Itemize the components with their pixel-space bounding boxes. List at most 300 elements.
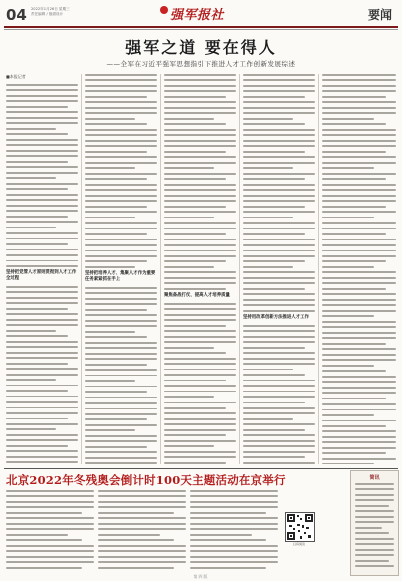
text-line: [322, 321, 396, 323]
text-line: [190, 506, 278, 508]
text-line: [6, 297, 78, 299]
text-line: [355, 505, 389, 507]
text-line: [243, 184, 315, 186]
paragraph-block: [98, 490, 186, 570]
text-line: [6, 106, 68, 108]
text-line: [190, 501, 278, 503]
paragraph-block: [322, 74, 396, 464]
text-line: [322, 211, 396, 213]
text-line: [243, 418, 293, 420]
text-line: [243, 145, 315, 147]
text-line: [243, 412, 315, 414]
text-line: [6, 302, 78, 304]
text-line: [164, 74, 236, 76]
text-line: [164, 151, 226, 153]
text-line: [98, 490, 186, 492]
text-line: [164, 129, 236, 131]
text-line: [164, 134, 236, 136]
text-line: [243, 156, 315, 158]
text-line: [85, 129, 157, 131]
text-line: [6, 346, 78, 348]
text-line: [98, 545, 186, 547]
text-line: [355, 516, 394, 518]
column-divider: [239, 74, 240, 464]
paragraph-block: [6, 490, 94, 570]
text-line: [243, 330, 315, 332]
text-line: [85, 424, 157, 426]
text-line: [243, 260, 305, 262]
text-line: [6, 456, 78, 458]
text-line: [243, 206, 305, 208]
text-line: [243, 456, 305, 458]
text-line: [243, 107, 315, 109]
text-line: [322, 387, 396, 389]
text-line: [6, 374, 78, 376]
text-line: [322, 326, 396, 328]
paragraph-block: [243, 74, 315, 312]
text-line: [6, 545, 94, 547]
text-line: [164, 118, 214, 120]
text-line: [322, 90, 396, 92]
text-line: [322, 354, 396, 356]
text-line: [164, 412, 236, 414]
text-line: [6, 139, 78, 141]
article-subheading: 坚持把培养人才、集聚人才作为重要任务紧紧抓在手上: [85, 270, 156, 282]
text-line: [322, 293, 396, 295]
text-line: [85, 408, 157, 410]
text-line: [322, 266, 374, 268]
text-line: [243, 178, 305, 180]
text-line: [85, 260, 147, 262]
text-line: [6, 227, 56, 229]
text-line: [85, 167, 135, 169]
text-line: [243, 151, 305, 153]
text-line: [322, 409, 396, 411]
text-line: [164, 195, 236, 197]
text-line: [6, 341, 78, 343]
text-line: [6, 122, 78, 124]
text-line: [322, 167, 374, 169]
text-line: [6, 238, 78, 240]
text-line: [85, 440, 157, 442]
text-line: [6, 450, 78, 452]
paragraph-block: [85, 287, 157, 464]
text-line: [355, 554, 394, 556]
paragraph-block: [164, 303, 236, 464]
text-line: [85, 375, 157, 377]
text-line: [164, 407, 226, 409]
paragraph-block: [355, 483, 394, 571]
brief-box-text: [355, 483, 394, 571]
text-line: [322, 332, 396, 334]
text-line: [243, 211, 315, 213]
text-line: [164, 101, 236, 103]
text-line: [85, 250, 157, 252]
text-line: [98, 534, 160, 536]
text-line: [243, 85, 315, 87]
text-line: [322, 123, 386, 125]
text-line: [164, 402, 236, 404]
text-line: [6, 199, 78, 201]
text-line: [164, 440, 236, 442]
text-line: [243, 423, 315, 425]
text-line: [322, 74, 396, 76]
brief-box-title: 简讯: [369, 475, 380, 481]
text-line: [355, 543, 394, 545]
text-line: [322, 118, 374, 120]
text-line: [6, 428, 56, 430]
text-line: [322, 452, 386, 454]
text-line: [164, 123, 226, 125]
text-line: [190, 567, 266, 569]
text-line: [85, 397, 157, 399]
text-line: [322, 217, 374, 219]
text-line: [164, 352, 226, 354]
text-line: [85, 314, 157, 316]
text-line: [243, 341, 315, 343]
bottom-column-3: [190, 490, 278, 570]
text-line: [190, 556, 278, 558]
text-line: [243, 239, 315, 241]
text-line: [164, 319, 236, 321]
text-line: [243, 374, 305, 376]
text-line: [190, 495, 278, 497]
text-line: [322, 436, 396, 438]
text-line: [322, 343, 386, 345]
text-line: [322, 392, 396, 394]
text-line: [243, 462, 315, 464]
text-line: [190, 539, 266, 541]
header-rule-thin: [4, 29, 398, 30]
text-line: [85, 386, 157, 388]
text-line: [322, 178, 386, 180]
text-line: [85, 364, 147, 366]
text-line: [190, 545, 278, 547]
text-line: [164, 423, 236, 425]
text-line: [6, 550, 94, 552]
text-line: [6, 412, 78, 414]
paragraph-block: [6, 286, 78, 464]
text-line: [6, 423, 78, 425]
text-line: [85, 107, 157, 109]
text-line: [355, 488, 394, 490]
text-line: [164, 445, 214, 447]
text-line: [190, 490, 278, 492]
text-line: [164, 385, 236, 387]
text-line: [243, 74, 315, 76]
text-line: [322, 189, 396, 191]
text-line: [85, 178, 147, 180]
text-line: [243, 255, 315, 257]
text-line: [6, 183, 78, 185]
text-line: [85, 195, 157, 197]
text-line: [6, 461, 78, 463]
text-line: [243, 222, 315, 224]
article-byline: ■本报记者: [6, 74, 26, 79]
text-line: [322, 156, 396, 158]
text-line: [243, 167, 293, 169]
text-line: [164, 206, 226, 208]
text-line: [164, 271, 236, 273]
text-line: [85, 134, 157, 136]
text-line: [98, 556, 186, 558]
text-line: [85, 79, 157, 81]
text-line: [355, 483, 394, 485]
text-line: [85, 347, 157, 349]
text-line: [164, 189, 236, 191]
text-line: [98, 517, 186, 519]
text-line: [322, 228, 396, 230]
text-line: [6, 111, 78, 113]
text-line: [6, 396, 78, 398]
text-line: [85, 391, 147, 393]
text-line: [322, 134, 396, 136]
text-line: [85, 123, 147, 125]
text-line: [6, 144, 78, 146]
text-line: [6, 172, 78, 174]
text-line: [322, 381, 396, 383]
text-line: [164, 288, 226, 290]
text-line: [6, 243, 68, 245]
text-line: [6, 335, 68, 337]
text-line: [6, 363, 68, 365]
text-line: [6, 308, 68, 310]
text-line: [355, 527, 382, 529]
text-line: [164, 156, 236, 158]
text-line: [85, 145, 157, 147]
text-line: [164, 200, 236, 202]
text-line: [164, 107, 236, 109]
text-line: [243, 282, 315, 284]
text-line: [322, 420, 396, 422]
text-line: [243, 325, 315, 327]
text-line: [243, 380, 315, 382]
text-line: [322, 370, 386, 372]
text-line: [164, 90, 236, 92]
text-line: [85, 292, 157, 294]
text-line: [6, 286, 78, 288]
text-line: [322, 288, 386, 290]
text-line: [355, 560, 389, 562]
text-line: [243, 134, 315, 136]
text-line: [6, 150, 78, 152]
text-line: [164, 396, 214, 398]
text-line: [85, 446, 147, 448]
text-line: [6, 385, 78, 387]
text-line: [243, 123, 305, 125]
text-line: [6, 89, 78, 91]
text-line: [243, 112, 315, 114]
text-line: [85, 309, 147, 311]
text-line: [355, 549, 394, 551]
text-line: [164, 145, 236, 147]
text-line: [6, 352, 78, 354]
text-line: [243, 293, 315, 295]
text-line: [85, 402, 157, 404]
text-line: [322, 145, 396, 147]
text-line: [164, 228, 236, 230]
text-line: [190, 550, 278, 552]
text-line: [6, 407, 78, 409]
text-line: [85, 244, 157, 246]
text-line: [6, 313, 78, 315]
text-line: [322, 398, 386, 400]
text-line: [164, 96, 226, 98]
text-line: [243, 407, 315, 409]
text-line: [322, 162, 396, 164]
text-line: [164, 277, 236, 279]
text-line: [164, 250, 236, 252]
text-line: [322, 200, 396, 202]
text-column-1: [6, 74, 78, 464]
bottom-headline: 北京2022年冬残奥会倒计时100天主题活动在京举行: [6, 473, 286, 487]
text-line: [322, 310, 396, 312]
text-line: [164, 347, 214, 349]
text-line: [85, 462, 157, 464]
column-divider: [81, 74, 82, 464]
text-line: [243, 140, 315, 142]
text-line: [322, 277, 396, 279]
text-line: [243, 369, 293, 371]
text-line: [164, 211, 236, 213]
text-line: [6, 210, 78, 212]
text-line: [164, 434, 226, 436]
text-line: [322, 195, 396, 197]
text-line: [85, 90, 157, 92]
text-line: [164, 173, 236, 175]
text-line: [98, 561, 186, 563]
text-line: [85, 298, 157, 300]
text-line: [322, 430, 396, 432]
text-line: [243, 233, 305, 235]
text-line: [85, 255, 157, 257]
text-line: [243, 385, 315, 387]
text-column-3: [164, 74, 236, 464]
text-line: [322, 447, 396, 449]
text-line: [243, 440, 315, 442]
text-line: [98, 539, 174, 541]
text-line: [85, 369, 157, 371]
text-line: [6, 84, 78, 86]
text-line: [355, 521, 394, 523]
text-line: [164, 336, 236, 338]
text-line: [322, 304, 396, 306]
text-line: [6, 528, 94, 530]
page-number: 04: [6, 6, 27, 24]
text-line: [322, 458, 396, 460]
text-line: [98, 528, 186, 530]
text-line: [98, 501, 186, 503]
text-line: [164, 255, 236, 257]
qr-code-icon[interactable]: [285, 512, 315, 542]
text-line: [85, 457, 157, 459]
text-line: [6, 501, 94, 503]
text-line: [164, 456, 236, 458]
text-line: [322, 239, 396, 241]
text-line: [6, 490, 94, 492]
text-line: [6, 188, 68, 190]
text-line: [322, 222, 396, 224]
text-line: [243, 352, 315, 354]
text-line: [85, 85, 157, 87]
issue-editors: 责任编辑 / 版面设计: [31, 12, 64, 16]
text-line: [85, 266, 135, 268]
text-line: [322, 250, 396, 252]
text-line: [322, 365, 374, 367]
text-line: [98, 567, 174, 569]
text-line: [322, 96, 386, 98]
text-line: [322, 206, 386, 208]
text-line: [85, 96, 147, 98]
bottom-column-2: [98, 490, 186, 570]
text-line: [6, 177, 56, 179]
text-line: [243, 90, 315, 92]
text-line: [164, 162, 236, 164]
text-line: [85, 206, 147, 208]
text-line: [164, 451, 236, 453]
text-line: [164, 79, 236, 81]
text-line: [243, 358, 315, 360]
text-line: [6, 561, 94, 563]
text-line: [164, 462, 226, 464]
text-line: [190, 528, 278, 530]
text-line: [322, 79, 396, 81]
text-line: [6, 368, 78, 370]
text-line: [85, 118, 135, 120]
text-line: [85, 451, 157, 453]
main-headline: 强军之道 要在得人: [125, 38, 277, 57]
text-line: [6, 357, 78, 359]
text-line: [85, 331, 135, 333]
text-line: [85, 112, 157, 114]
text-line: [243, 434, 315, 436]
text-line: [85, 222, 157, 224]
text-line: [6, 291, 78, 293]
text-line: [85, 342, 157, 344]
section-label: 要闻: [367, 8, 392, 22]
paragraph-block: [6, 84, 78, 267]
text-line: [322, 271, 396, 273]
text-line: [243, 118, 293, 120]
text-line: [322, 348, 396, 350]
text-line: [355, 499, 394, 501]
text-line: [85, 211, 157, 213]
text-line: [6, 155, 78, 157]
text-line: [6, 95, 78, 97]
text-line: [322, 315, 374, 317]
article-subheading: 聚焦备战打仗、提高人才培养质量: [164, 292, 230, 298]
text-line: [6, 418, 68, 420]
text-line: [85, 151, 147, 153]
text-line: [98, 550, 186, 552]
text-line: [85, 418, 147, 420]
text-line: [243, 173, 315, 175]
text-line: [164, 222, 236, 224]
text-column-5: [322, 74, 396, 464]
text-line: [6, 567, 82, 569]
page-footer: 第四版: [193, 574, 209, 579]
text-line: [243, 363, 315, 365]
masthead-emblem-icon: [160, 6, 168, 14]
column-divider: [318, 74, 319, 464]
text-line: [164, 233, 226, 235]
text-line: [6, 232, 78, 234]
text-line: [164, 217, 214, 219]
text-line: [243, 96, 305, 98]
text-line: [164, 314, 236, 316]
text-line: [322, 441, 396, 443]
text-line: [243, 288, 305, 290]
